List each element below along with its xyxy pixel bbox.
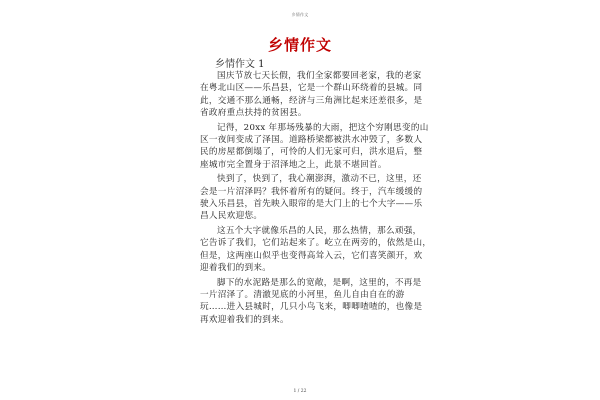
page-number: 1 / 22 [293,389,307,394]
text-line: 快到了，快到了，我心潮澎湃，激动不已，这里，还 [217,174,422,185]
document-title: 乡情作文 [267,36,332,54]
paragraph-4 [200,225,432,275]
text-line: 此，交通不那么通畅，经济与三角洲比起来还差很多，是 [200,95,423,106]
text-line: 它告诉了我们，它们站起来了。屹立在两旁的，依然是山， [200,238,432,249]
text-line: 玩……进入县城时，几只小鸟飞来，唧唧喳喳的，也像是 [200,302,423,313]
text-line: 这五个大字就像乐昌的人民，那么热情，那么顽强， [217,225,422,236]
text-line: 民的房屋都倒塌了，可怜的人们无家可归，洪水退后，整 [200,147,423,158]
text-line: 昌人民欢迎您。 [200,211,263,222]
paragraph-2 [200,122,429,172]
text-line: 座城市完全置身于沼泽地之上，此景不堪回首。 [200,159,387,170]
text-line: 脚下的水泥路是那么的宽敞，是啊，这里的，不再是 [217,277,422,288]
text-line: 再欢迎着我们的到来。 [200,314,289,325]
text-line: 记得，20xx 年那场残暴的大雨，把这个穷刚思变的山 [217,122,429,133]
text-line: 但是，这两座山似乎也变得高耸入云，它们喜笑颜开，欢 [200,250,423,261]
section-subtitle: 乡情作文 1 [215,59,265,70]
paragraph-3 [200,173,423,223]
page-header: 乡情作文 [291,12,309,17]
text-line: 省政府重点扶持的贫困县。 [200,108,307,119]
text-line: 国庆节放七天长假，我们全家都要回老家，我的老家 [217,71,422,81]
text-line: 一片沼泽了。清澈见底的小河里，鱼儿自由自在的游 [200,289,405,300]
paragraph-5 [200,277,423,327]
text-line: 在粤北山区——乐昌县，它是一个群山环绕着的县城。同 [200,83,423,94]
document-body [200,70,432,328]
text-line: 驶入乐昌县，首先映入眼帘的是大门上的七个大字——乐 [200,199,423,210]
text-line: 区一夜间变成了泽国。道路桥梁都被洪水冲毁了，多数人 [200,135,423,146]
text-line: 会是一片沼泽吗？我怀着所有的疑问。终于，汽车缓缓的 [200,186,423,197]
text-line: 迎着我们的到来。 [200,263,272,274]
paragraph-1 [200,70,423,120]
